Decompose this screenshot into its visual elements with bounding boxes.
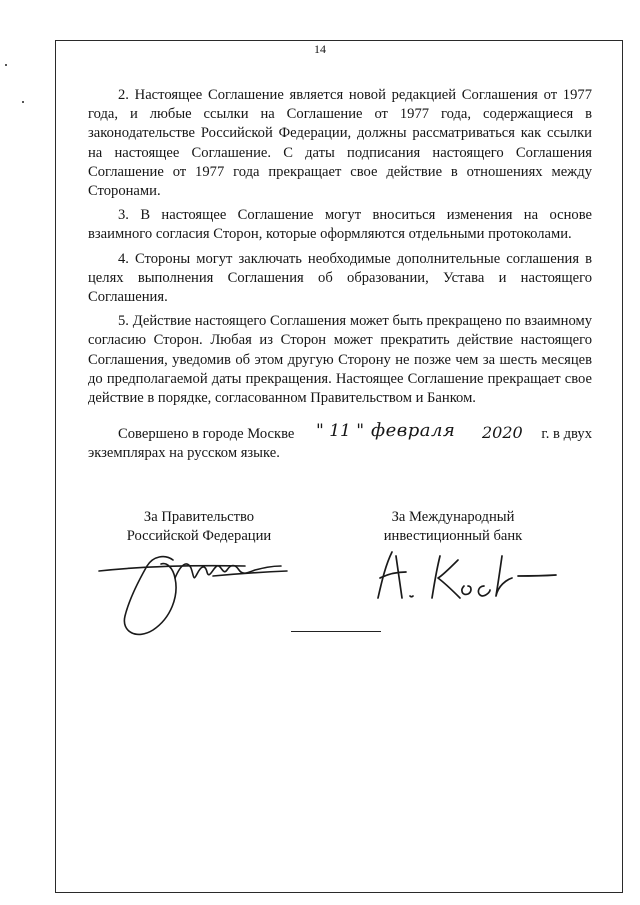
execution-clause (88, 420, 592, 463)
party-government-line2: Российской Федерации (126, 528, 272, 545)
party-government (104, 508, 294, 546)
paragraph-3: 3. В настоящее Соглашение могут вноситься изменения на основе взаимного согласия Сторон, которые оформляются отдельными протоколами. (88, 207, 592, 243)
party-government-line1: За Правительство (143, 509, 255, 525)
party-bank-line1: За Международный (391, 509, 515, 525)
agreement-body (88, 86, 592, 413)
execution-place: Совершено в городе Москве (118, 426, 295, 442)
signature-divider (291, 631, 381, 632)
paragraph-5: 5. Действие настоящего Соглашения может быть прекращено по взаимному согласию Сторон. Любая из Сторон может прекратить действие настоящего Соглашения, уведомив об этом другую Сторону не позже чем за шесть месяцев до предполагаемой даты прекращения. Настоящее Соглашение прекращает свое действие в порядке, согласованном Правительством и Банком. (88, 313, 592, 407)
government-signature (95, 548, 295, 648)
page-number: 14 (314, 42, 326, 56)
paragraph-2: 2. Настоящее Соглашение является новой редакцией Соглашения от 1977 года, и любые ссылки на Соглашение от 1977 года, содержащиеся в законодательстве Российской Федерации, должны рассматриваться как ссылки на настоящее Соглашение. С даты подписания настоящего Соглашения Соглашение от 1977 года прекращает свое действие в отношениях между Сторонами. (88, 87, 592, 200)
party-bank-line2: инвестиционный банк (383, 528, 523, 545)
handwritten-month: февраля (371, 420, 456, 441)
scan-mark (5, 64, 7, 66)
bank-signature (372, 546, 562, 606)
handwritten-day: " 11 " (316, 421, 365, 441)
party-bank (358, 508, 548, 546)
handwritten-year: 2020 (482, 423, 523, 442)
scan-mark (22, 101, 24, 103)
execution-copies: г. в двух (541, 426, 592, 442)
paragraph-4: 4. Стороны могут заключать необходимые дополнительные соглашения в целях выполнения Соглашения об образовании, Устава и настоящего Соглашения. (88, 250, 592, 306)
execution-language: экземплярах на русском языке. (88, 445, 280, 461)
